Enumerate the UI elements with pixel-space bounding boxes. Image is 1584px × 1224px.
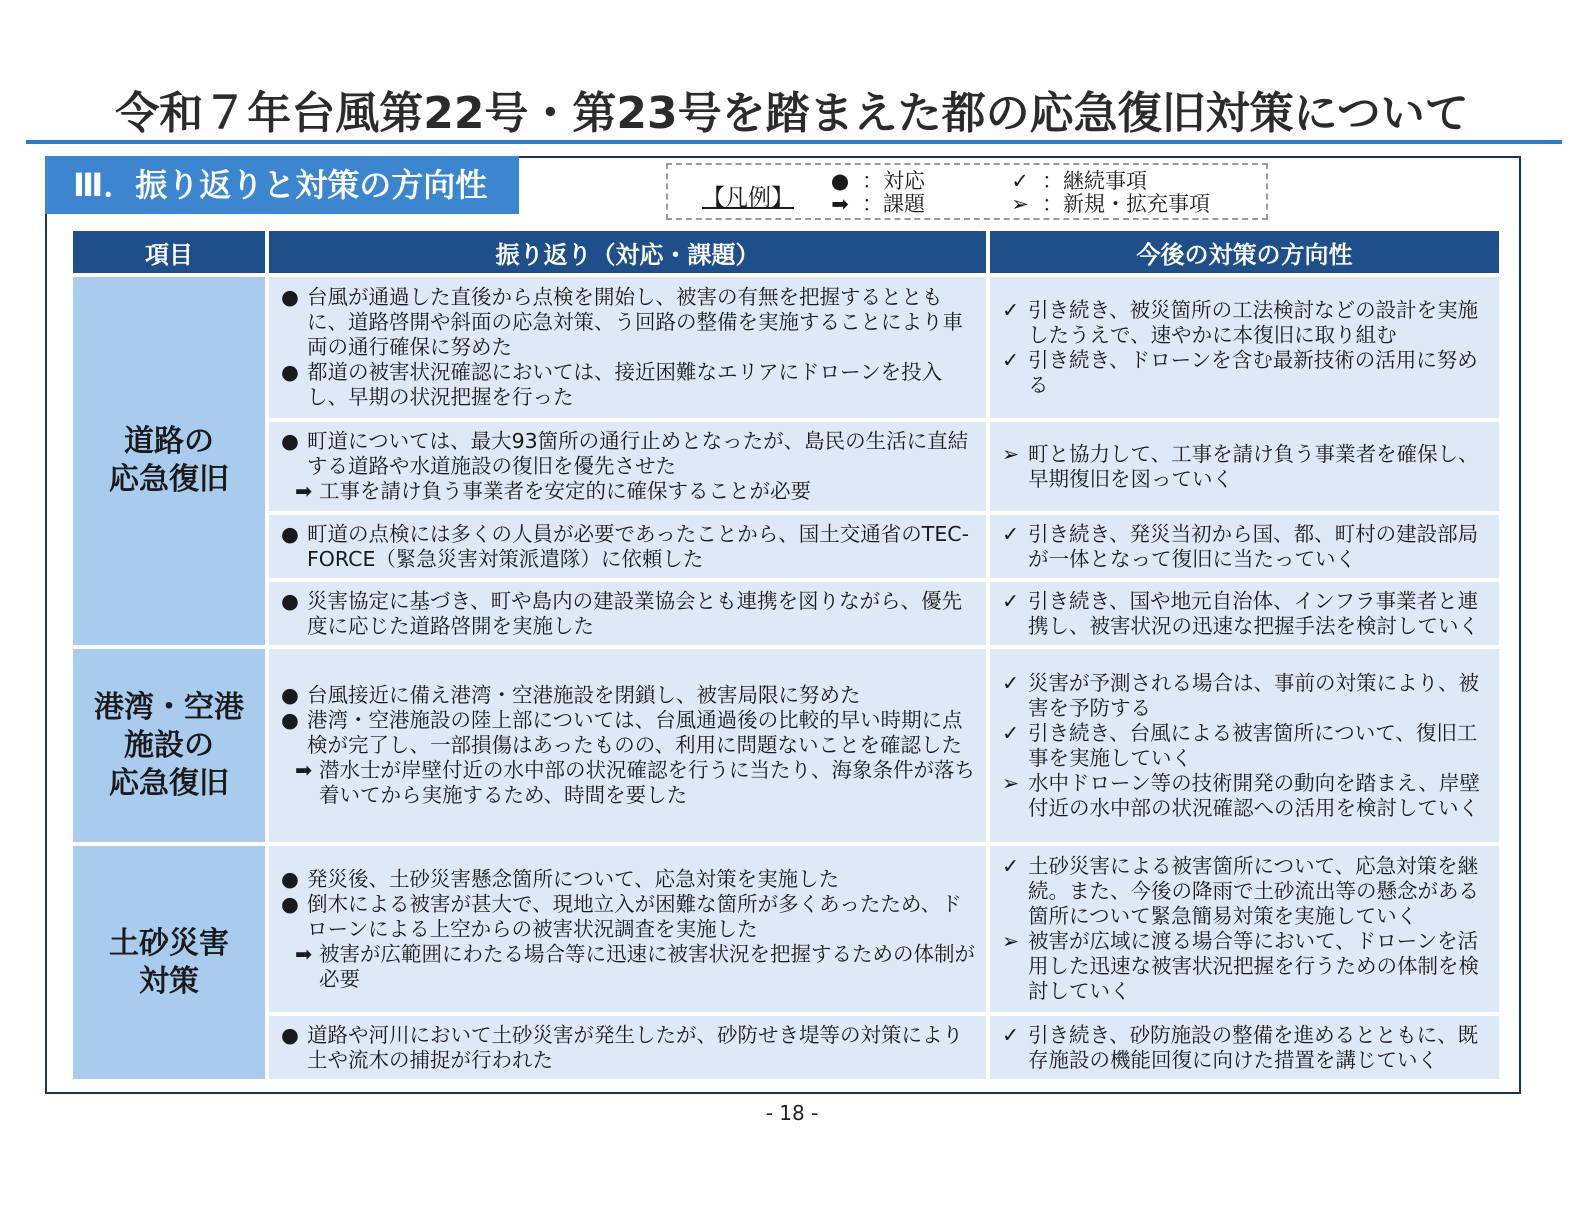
list-item-text: 台風が通過した直後から点検を開始し、被害の有無を把握するとともに、道路啓開や斜面の応急対策、う回路の整備を実施することにより車両の通行確保に努めた [307,285,963,359]
legend-item-new [998,193,1210,216]
list-item [281,479,976,504]
list-item-text: 被害が広範囲にわたる場合等に迅速に被害状況を把握するための体制が必要 [319,941,975,991]
section-heading: Ⅲ．振り返りと対策の方向性 [45,156,519,214]
bullet-icon: ● [281,429,299,453]
check-icon: ✓ [1011,169,1029,193]
list-item-text: 都道の被害状況確認においては、接近困難なエリアにドローンを投入し、早期の状況把握を行った [307,360,943,409]
list-item [1002,854,1489,929]
list-item [281,360,976,410]
legend-label: ：対応 [862,169,925,193]
legend [666,163,1268,220]
table-row [73,422,1499,511]
arrowhead-icon: ➢ [1002,929,1020,953]
direction-cell [990,515,1499,578]
bullet-icon: ● [281,683,299,707]
category-sediment-disaster: 土砂災害 対策 [73,846,265,1079]
review-cell [269,422,986,511]
arrowhead-icon: ➢ [1002,770,1020,795]
category-port-airport: 港湾・空港 施設の 応急復旧 [73,649,265,842]
list-item [281,708,976,758]
list-item-text: 倒木による被害が甚大で、現地立入が困難な箇所が多くあったため、ドローンによる上空からの被害状況調査を実施した [307,891,962,941]
bullet-icon: ● [281,285,299,309]
list-item-text: 潜水士が岸壁付近の水中部の状況確認を行うに当たり、海象条件が落ち着いてから実施するため、時間を要した [319,758,975,807]
table-row [73,846,1499,1012]
check-icon: ✓ [1002,347,1020,372]
bullet-icon: ● [281,866,299,891]
direction-cell [990,1016,1499,1079]
list-item-text: 引き続き、被災箇所の工法検討などの設計を実施したうえで、速やかに本復旧に取り組む [1028,297,1479,347]
legend-label: ：新規・拡充事項 [1042,192,1210,216]
list-item-text: 町道の点検には多くの人員が必要であったことから、国土交通省のTEC-FORCE（緊急災害対策派遣隊）に依頼した [307,521,969,571]
list-item-text: 町道については、最大93箇所の通行止めとなったが、島民の生活に直結する道路や水道施設の復旧を優先させた [307,429,969,478]
list-item-text: 引き続き、台風による被害箇所について、復旧工事を実施していく [1028,720,1478,770]
list-item [1002,298,1489,348]
list-item [281,867,976,892]
list-item [1002,771,1489,821]
list-item-text: 災害が予測される場合は、事前の対策により、被害を予防する [1028,670,1479,720]
list-item [1002,671,1489,721]
bullet-icon: ● [830,169,850,193]
legend-label: ：課題 [862,192,925,216]
arrowhead-icon: ➢ [1011,192,1029,216]
list-item [281,892,976,942]
list-item [281,758,976,808]
list-item [1002,348,1489,398]
bullet-icon: ● [281,521,299,546]
list-item-text: 町と協力して、工事を請け負う事業者を確保し、早期復旧を図っていく [1028,441,1479,491]
review-cell [269,582,986,645]
check-icon: ✓ [1002,854,1020,878]
list-item-text: 土砂災害による被害箇所について、応急対策を継続。また、今後の降雨で土砂流出等の懸念がある箇所について緊急簡易対策を実施していく [1028,854,1479,928]
arrow-icon: ➡ [295,479,313,503]
direction-cell [990,649,1499,842]
list-item-text: 被害が広域に渡る場合等において、ドローンを活用した迅速な被害状況把握を行うための体制を検討していく [1028,929,1479,1003]
page-title: 令和７年台風第22号・第23号を踏まえた都の応急復旧対策について [115,88,1469,139]
table-row [73,649,1499,842]
list-item-text: 引き続き、砂防施設の整備を進めるとともに、既存施設の機能回復に向けた措置を講じていく [1028,1022,1479,1072]
list-item-text: 引き続き、ドローンを含む最新技術の活用に努める [1028,347,1478,397]
list-item [281,589,976,639]
review-cell [269,846,986,1012]
header-direction: 今後の対策の方向性 [990,231,1499,273]
measures-table [69,227,1503,1083]
list-item-text: 台風接近に備え港湾・空港施設を閉鎖し、被害局限に努めた [307,683,861,707]
arrow-icon: ➡ [295,941,313,966]
list-item [1002,1023,1489,1073]
list-item [281,942,976,992]
direction-cell [990,846,1499,1012]
list-item [1002,589,1489,639]
list-item-text: 引き続き、国や地元自治体、インフラ事業者と連携し、被害状況の迅速な把握手法を検討していく [1028,588,1479,638]
check-icon: ✓ [1002,297,1020,322]
review-cell [269,1016,986,1079]
list-item-text: 引き続き、発災当初から国、都、町村の建設部局が一体となって復旧に当たっていく [1028,521,1479,571]
bullet-icon: ● [281,1022,299,1047]
legend-item-response [818,170,925,193]
bullet-icon: ● [281,891,299,916]
list-item [281,1023,976,1073]
table-row [73,277,1499,418]
list-item-text: 水中ドローン等の技術開発の動向を踏まえ、岸壁付近の水中部の状況確認への活用を検討していく [1028,770,1480,820]
list-item [1002,721,1489,771]
arrow-icon: ➡ [831,192,849,216]
review-cell [269,649,986,842]
list-item [281,522,976,572]
legend-title: 【凡例】 [702,185,794,211]
arrow-icon: ➡ [295,758,313,782]
check-icon: ✓ [1002,1022,1020,1047]
list-item [281,683,976,708]
direction-cell [990,422,1499,511]
category-road: 道路の 応急復旧 [73,277,265,645]
header-review: 振り返り（対応・課題） [269,231,986,273]
table-row [73,1016,1499,1079]
bullet-icon: ● [281,708,299,732]
title-underline [26,140,1562,144]
list-item [1002,929,1489,1004]
table-row [73,582,1499,645]
list-item [1002,522,1489,572]
list-item [281,285,976,360]
list-item-text: 災害協定に基づき、町や島内の建設業協会とも連携を図りながら、優先度に応じた道路啓開を実施した [307,588,963,638]
list-item-text: 道路や河川において土砂災害が発生したが、砂防せき堤等の対策により土や流木の捕捉が行われた [307,1022,963,1072]
bullet-icon: ● [281,360,299,384]
list-item-text: 発災後、土砂災害懸念箇所について、応急対策を実施した [307,866,840,891]
bullet-icon: ● [281,588,299,613]
list-item-text: 港湾・空港施設の陸上部については、台風通過後の比較的早い時期に点検が完了し、一部損傷はあったものの、利用に問題ないことを確認した [307,708,963,757]
page-number: - 18 - [765,1101,819,1125]
legend-item-issue [818,193,925,216]
check-icon: ✓ [1002,521,1020,546]
direction-cell [990,277,1499,418]
list-item [1002,442,1489,492]
header-item: 項目 [73,231,265,273]
review-cell [269,277,986,418]
legend-item-continuing [998,170,1147,193]
table-row [73,515,1499,578]
direction-cell [990,582,1499,645]
list-item-text: 工事を請け負う事業者を安定的に確保することが必要 [319,479,811,503]
arrowhead-icon: ➢ [1002,441,1020,466]
review-cell [269,515,986,578]
check-icon: ✓ [1002,720,1020,745]
legend-label: ：継続事項 [1042,169,1147,193]
list-item [281,429,976,479]
check-icon: ✓ [1002,670,1020,695]
check-icon: ✓ [1002,588,1020,613]
